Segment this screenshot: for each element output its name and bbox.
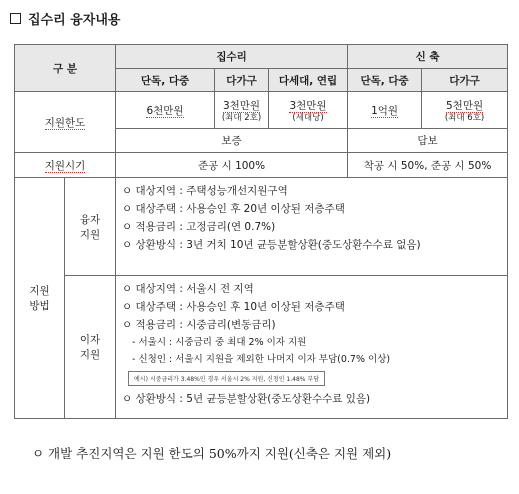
interest-support-detail <box>116 276 508 419</box>
detail-line: ㅇ 대상지역 : 주택성능개선지원구역 <box>122 185 288 197</box>
limit-cell: 3천만원 (최대 2호) <box>215 92 269 129</box>
checkbox-square-icon <box>10 13 21 24</box>
detail-line: ㅇ 상환방식 : 3년 거치 10년 균등분할상환(중도상환수수료 없음) <box>122 239 421 251</box>
header-sinchuk: 신 축 <box>348 45 508 69</box>
limit-cell: 1억원 <box>348 92 422 129</box>
timing-new: 착공 시 50%, 준공 시 50% <box>348 153 508 178</box>
detail-line: ㅇ 대상주택 : 사용승인 후 20년 이상된 저층주택 <box>122 203 345 215</box>
detail-subline: - 신청인 : 서울시 지원을 제외한 나머지 이자 부담(0.7% 이상) <box>132 354 391 365</box>
collateral-guarantee: 보증 <box>116 129 348 153</box>
loan-table <box>14 44 508 419</box>
subheader-new-multi: 다가구 <box>422 69 508 92</box>
detail-line: ㅇ 적용금리 : 고정금리(연 0.7%) <box>122 221 276 233</box>
header-jipsuri: 집수리 <box>116 45 348 69</box>
row-label-timing: 지원시기 <box>15 153 116 178</box>
detail-line: ㅇ 적용금리 : 시중금리(변동금리) <box>122 319 276 331</box>
footnote: ㅇ 개발 추진지역은 지원 한도의 50%까지 지원(신축은 지원 제외) <box>32 446 392 461</box>
collateral-mortgage: 담보 <box>348 129 508 153</box>
interest-support-label: 이자 지원 <box>65 276 116 419</box>
subheader-new-single: 단독, 다중 <box>348 69 422 92</box>
loan-support-label: 융자 지원 <box>65 178 116 276</box>
detail-subline: - 서울시 : 시중금리 중 최대 2% 이자 지원 <box>132 337 307 348</box>
timing-repair: 준공 시 100% <box>116 153 348 178</box>
loan-support-detail <box>116 178 508 276</box>
detail-line: ㅇ 대상지역 : 서울시 전 지역 <box>122 283 254 295</box>
limit-cell: 6천만원 <box>116 92 215 129</box>
subheader-multi: 다가구 <box>215 69 269 92</box>
subheader-single: 단독, 다중 <box>116 69 215 92</box>
header-gubun: 구 분 <box>15 45 116 92</box>
section-title <box>10 9 120 28</box>
section-title-text: 집수리 융자내용 <box>28 13 121 28</box>
row-label-limit: 지원한도 <box>15 92 116 153</box>
limit-cell: 5천만원 (최대 6호) <box>422 92 508 129</box>
detail-line: ㅇ 상환방식 : 5년 균등분할상환(중도상환수수료 있음) <box>122 393 371 405</box>
limit-cell: 3천만원 (세대당) <box>269 92 348 129</box>
example-box: 예시) 시중금리가 3.48%인 경우 서울시 2% 지원, 신청인 1.48% 부담 <box>128 371 325 386</box>
subheader-apartment: 다세대, 연립 <box>269 69 348 92</box>
detail-line: ㅇ 대상주택 : 사용승인 후 10년 이상된 저층주택 <box>122 301 345 313</box>
row-label-method: 지원 방법 <box>15 178 65 419</box>
